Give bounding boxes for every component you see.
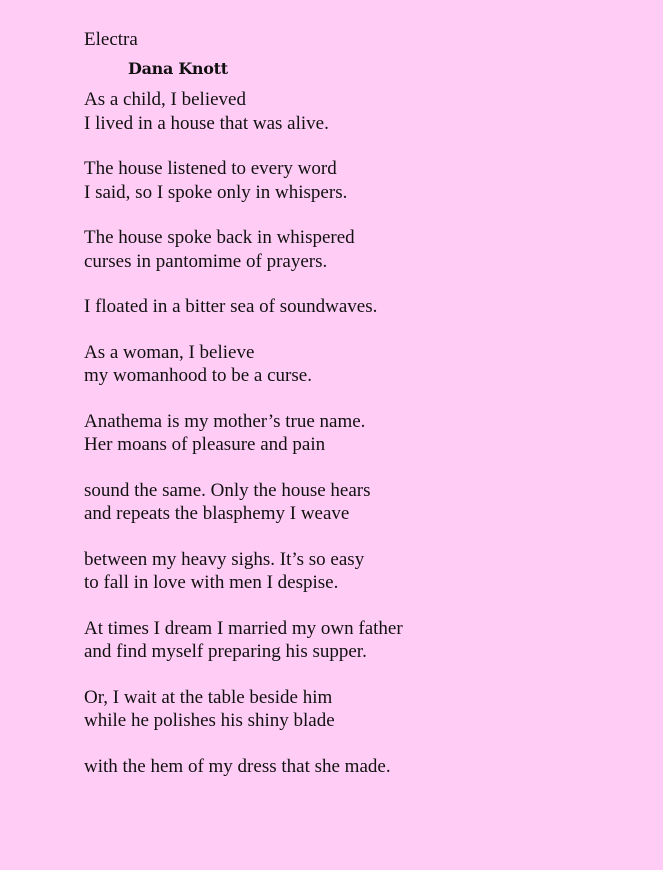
poem-author: Dana Knott <box>128 59 228 78</box>
poem-line: my womanhood to be a curse. <box>84 365 312 386</box>
poem-line: At times I dream I married my own father <box>84 617 403 639</box>
poem-line: As a child, I believed <box>84 89 246 110</box>
stanza <box>84 479 644 526</box>
poem-line: I floated in a bitter sea of soundwaves. <box>84 296 378 317</box>
stanza <box>84 341 644 388</box>
poem-line: while he polishes his shiny blade <box>84 710 335 731</box>
stanza <box>84 226 644 273</box>
poem-line: and repeats the blasphemy I weave <box>84 503 350 524</box>
stanza <box>84 157 644 204</box>
stanza <box>84 548 644 595</box>
poem-line: to fall in love with men I despise. <box>84 572 339 593</box>
poem-page <box>84 28 644 800</box>
stanza <box>84 88 644 135</box>
poem-line: The house listened to every word <box>84 158 337 179</box>
poem-line: between my heavy sighs. It’s so easy <box>84 548 365 570</box>
poem-line: curses in pantomime of prayers. <box>84 250 328 272</box>
stanza <box>84 755 644 779</box>
poem-line: I said, so I spoke only in whispers. <box>84 181 348 203</box>
poem-body <box>84 88 644 778</box>
stanza <box>84 686 644 733</box>
poem-line: sound the same. Only the house hears <box>84 479 371 501</box>
stanza <box>84 410 644 457</box>
stanza <box>84 295 644 319</box>
poem-line: As a woman, I believe <box>84 341 255 363</box>
poem-line: and find myself preparing his supper. <box>84 641 367 662</box>
stanza <box>84 617 644 664</box>
poem-line: I lived in a house that was alive. <box>84 112 329 134</box>
poem-line: with the hem of my dress that she made. <box>84 755 391 777</box>
poem-title: Electra <box>84 29 138 50</box>
poem-line: The house spoke back in whispered <box>84 227 355 248</box>
poem-line: Her moans of pleasure and pain <box>84 434 326 455</box>
poem-line: Anathema is my mother’s true name. <box>84 410 366 432</box>
poem-line: Or, I wait at the table beside him <box>84 686 333 708</box>
